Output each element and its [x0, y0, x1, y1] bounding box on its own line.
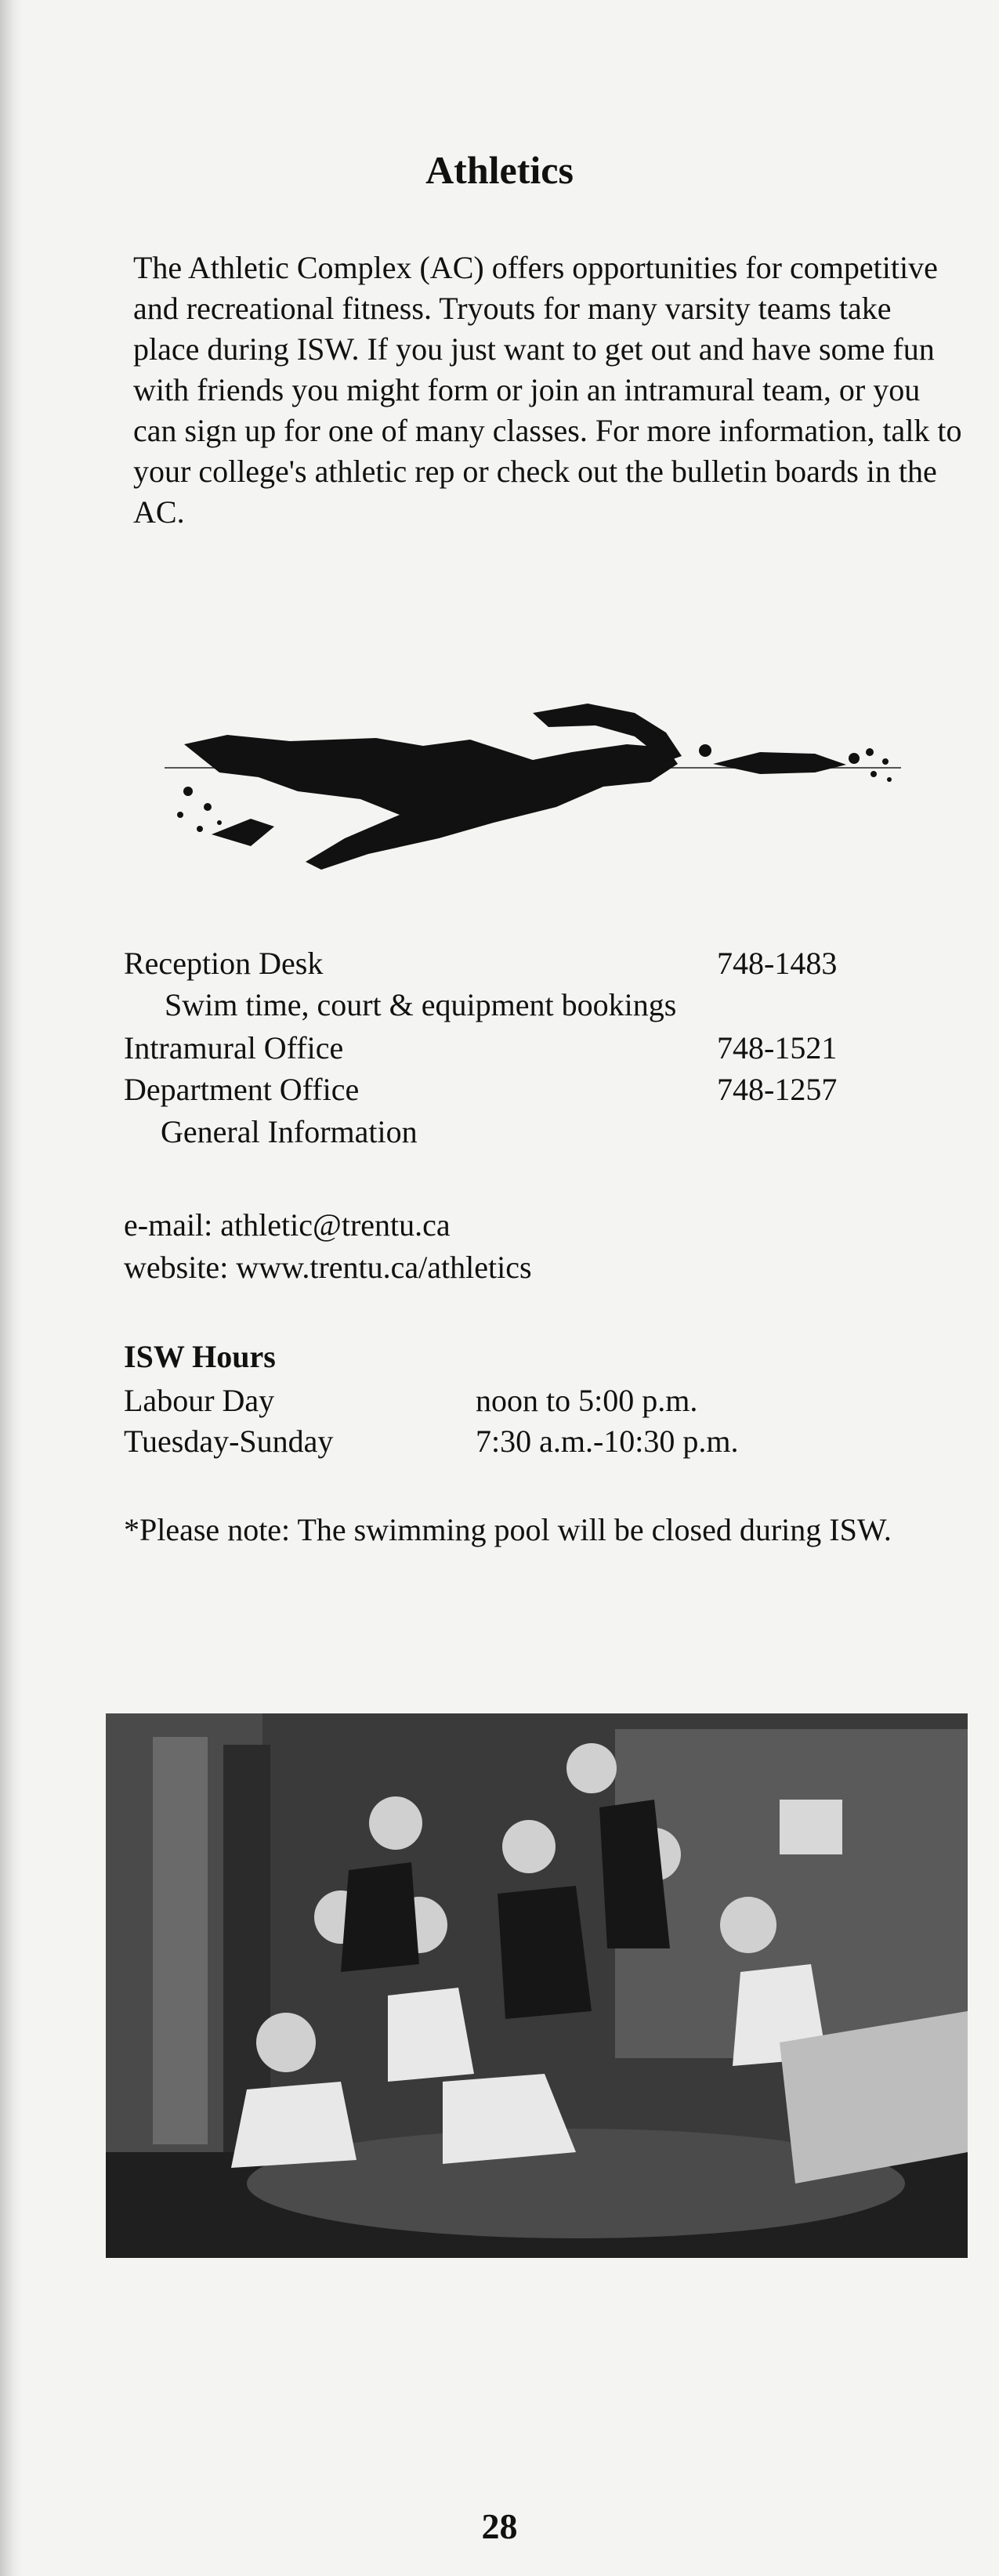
page-edge-shadow — [0, 0, 24, 2576]
email-line: e-mail: athletic@trentu.ca — [124, 1207, 451, 1243]
department-label: Department Office — [124, 1072, 360, 1107]
intramural-phone: 748-1521 — [717, 1030, 838, 1065]
hours-day: Tuesday-Sunday — [124, 1424, 334, 1459]
hours-time: noon to 5:00 p.m. — [476, 1383, 698, 1418]
department-phone: 748-1257 — [717, 1072, 838, 1107]
group-photo — [106, 1713, 968, 2258]
page-title: Athletics — [425, 148, 574, 192]
reception-label: Reception Desk — [124, 946, 324, 981]
reception-phone: 748-1483 — [717, 946, 838, 981]
page-number: 28 — [481, 2506, 518, 2546]
hours-heading: ISW Hours — [124, 1339, 276, 1374]
intramural-label: Intramural Office — [124, 1030, 344, 1065]
hours-time: 7:30 a.m.-10:30 p.m. — [476, 1424, 739, 1459]
reception-note: Swim time, court & equipment bookings — [165, 987, 677, 1022]
hours-day: Labour Day — [124, 1383, 275, 1418]
website-line: website: www.trentu.ca/athletics — [124, 1250, 532, 1285]
pool-note: *Please note: The swimming pool will be closed during ISW. — [124, 1512, 892, 1547]
swimmer-illustration — [165, 689, 901, 877]
intro-paragraph: The Athletic Complex (AC) offers opportunities for competitive and recreational fitness. Tryouts for many varsity teams take place during ISW. If you just want to get out and have some fun with friends you might form or join an intramural team, or you can sign up for one of many classes. For more information, talk to your college's athletic rep or check out the bulletin boards in the AC. — [133, 250, 962, 530]
department-note: General Information — [161, 1114, 418, 1149]
